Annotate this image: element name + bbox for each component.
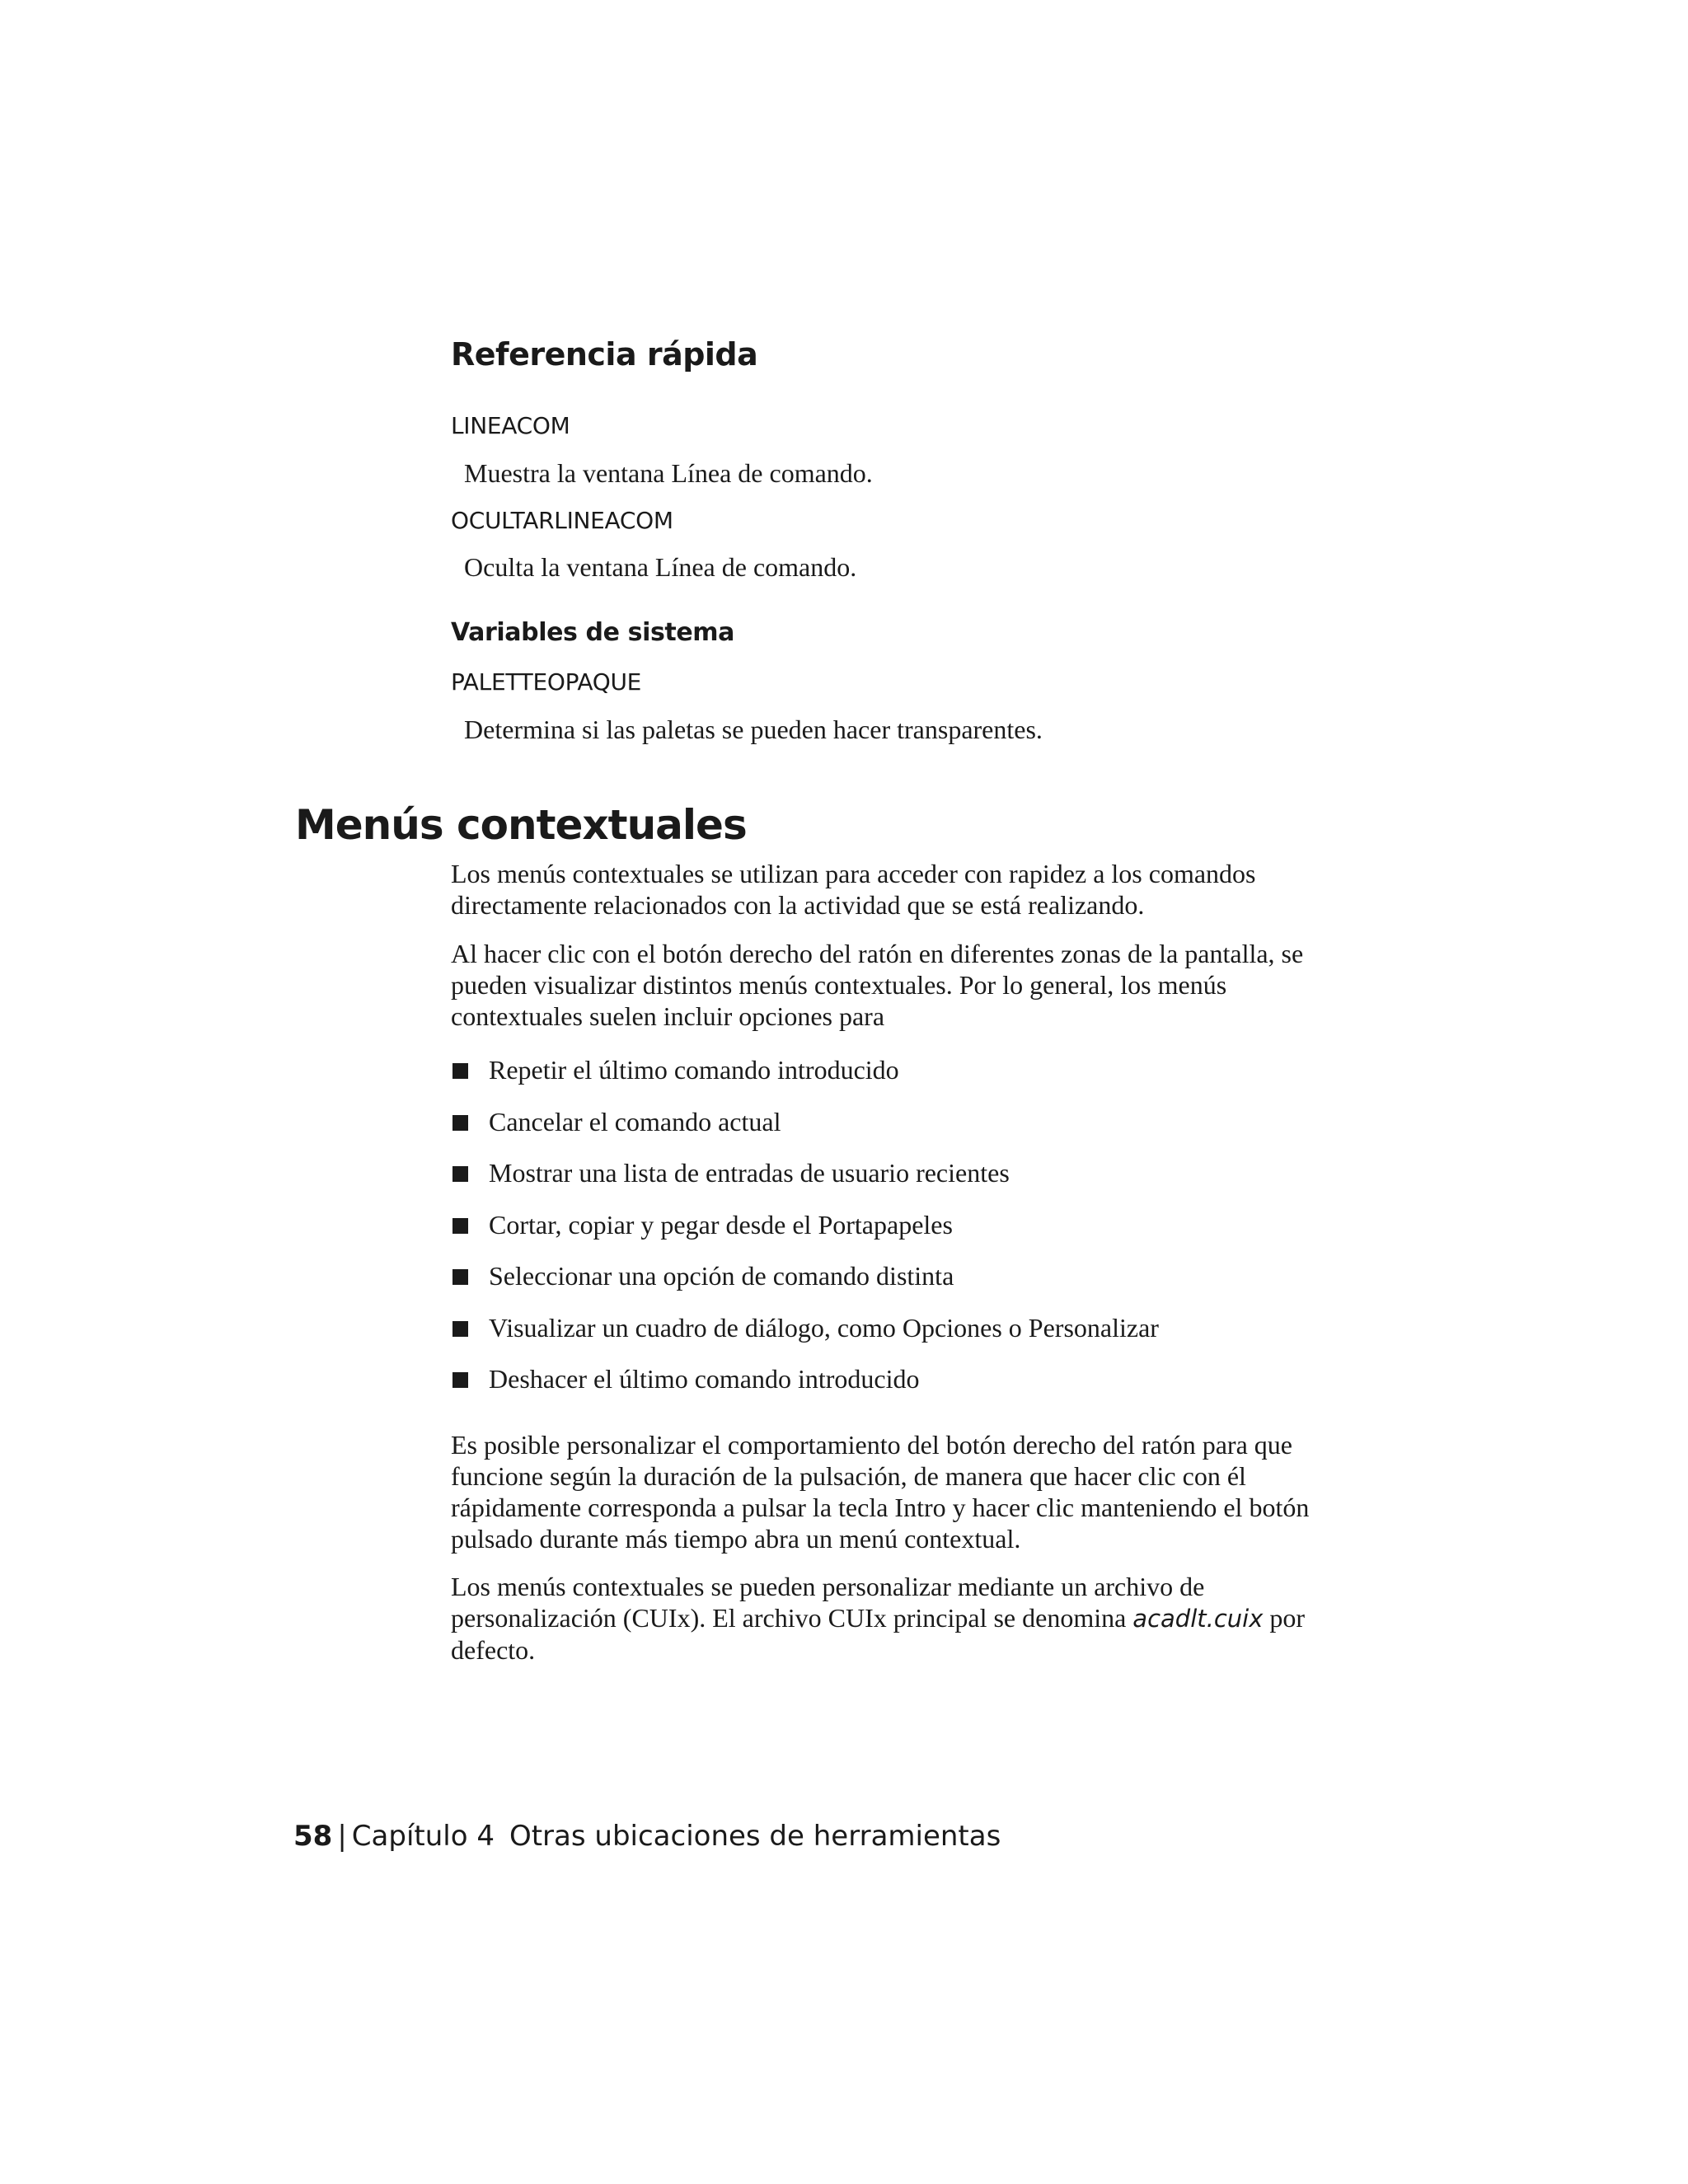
- chapter-label: Capítulo 4: [351, 1820, 495, 1853]
- command-description-ocultarlineacom: Oculta la ventana Línea de comando.: [464, 552, 857, 582]
- bullet-square-icon: [452, 1166, 468, 1182]
- system-variable-description: Determina si las paletas se pueden hacer transparentes.: [464, 715, 1043, 744]
- command-name-ocultarlineacom: OCULTARLINEACOM: [451, 507, 673, 534]
- bullet-square-icon: [452, 1269, 468, 1285]
- system-variables-heading: Variables de sistema: [451, 618, 735, 647]
- list-item: Deshacer el último comando introducido: [451, 1362, 1357, 1414]
- list-item: Visualizar un cuadro de diálogo, como Opciones o Personalizar: [451, 1311, 1357, 1363]
- bullet-square-icon: [452, 1063, 468, 1079]
- bullet-square-icon: [452, 1115, 468, 1131]
- command-name-lineacom: LINEACOM: [451, 412, 570, 439]
- footer-separator: |: [337, 1820, 347, 1853]
- page-number: 58: [293, 1820, 333, 1853]
- customization-paragraph: Los menús contextuales se pueden personalizar mediante un archivo de personalización (CUIx). El archivo CUIx principal se denomina acadlt.cuix por defecto.: [451, 1572, 1306, 1665]
- bullet-square-icon: [452, 1218, 468, 1234]
- options-list: [451, 1053, 1357, 1414]
- list-item: Cortar, copiar y pegar desde el Portapapeles: [451, 1208, 1357, 1260]
- section-title: Menús contextuales: [295, 801, 747, 849]
- page-footer: [293, 1820, 1001, 1853]
- list-item: Cancelar el comando actual: [451, 1105, 1357, 1157]
- right-click-paragraph: Es posible personalizar el comportamiento del botón derecho del ratón para que funcione según la duración de la pulsación, de manera que hacer clic con él rápidamente corresponda a pulsar la tecla Intro y hacer clic manteniendo el botón pulsado durante más tiempo abra un menú contextual.: [451, 1430, 1310, 1554]
- command-description-lineacom: Muestra la ventana Línea de comando.: [464, 458, 873, 488]
- system-variable-name: PALETTEOPAQUE: [451, 668, 642, 696]
- chapter-title: Otras ubicaciones de herramientas: [509, 1820, 1001, 1853]
- quick-reference-heading: Referencia rápida: [451, 336, 758, 373]
- options-paragraph: Al hacer clic con el botón derecho del ratón en diferentes zonas de la pantalla, se pueden visualizar distintos menús contextuales. Por lo general, los menús contextuales suelen incluir opciones para: [451, 939, 1304, 1031]
- list-item: Seleccionar una opción de comando distinta: [451, 1259, 1357, 1311]
- intro-paragraph: Los menús contextuales se utilizan para acceder con rapidez a los comandos directamente relacionados con la actividad que se está realizando.: [451, 859, 1256, 920]
- filename: acadlt.cuix: [1132, 1605, 1264, 1633]
- bullet-square-icon: [452, 1321, 468, 1337]
- list-item: Repetir el último comando introducido: [451, 1053, 1357, 1105]
- list-item: Mostrar una lista de entradas de usuario recientes: [451, 1156, 1357, 1208]
- bullet-square-icon: [452, 1372, 468, 1388]
